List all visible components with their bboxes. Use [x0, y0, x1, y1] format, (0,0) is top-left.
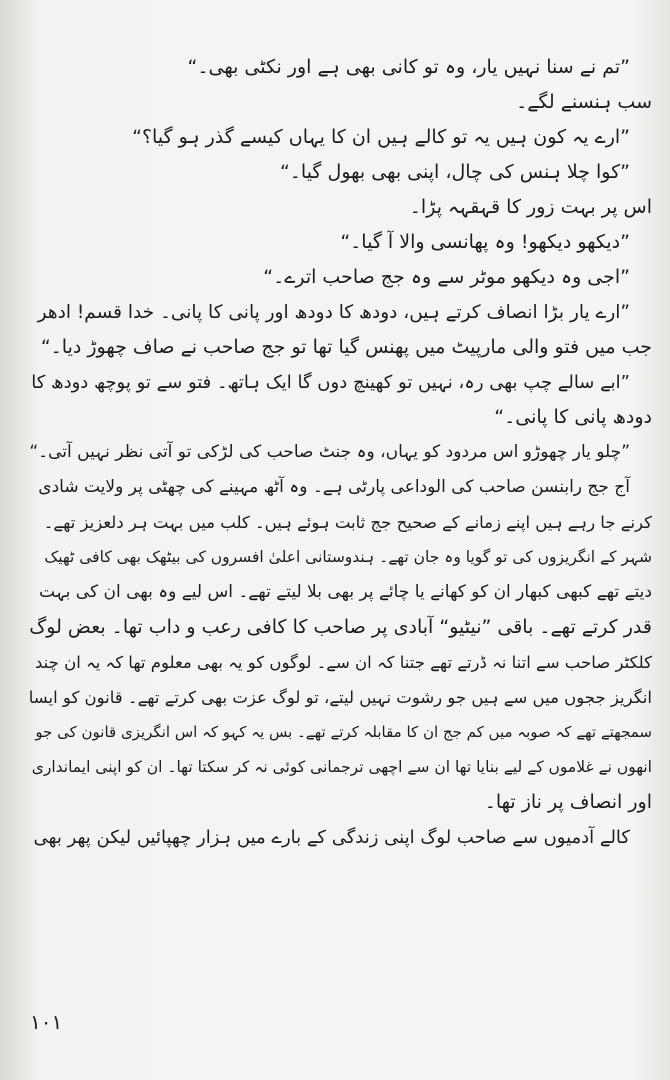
text-line: دودھ پانی کا پانی۔“: [494, 406, 652, 428]
text-line: سمجھتے تھے کہ صوبہ میں کم جج ان کا مقابلہ کرتے تھے۔ بس یہ کہو کہ اس انگریزی قانون کی جو: [35, 723, 652, 741]
text-line: ”کوا چلا ہنس کی چال، اپنی بھی بھول گیا۔“: [279, 161, 630, 183]
text-line: دیتے تھے کبھی کبھار ان کو کھانے یا چائے پر بھی بلا لیتے تھے۔ اس لیے وہ بھی ان کی بہت: [39, 582, 652, 602]
text-line: اور انصاف پر ناز تھا۔: [484, 791, 652, 813]
page-number: ۱۰۱: [30, 1010, 63, 1034]
text-line: ”ارے یہ کون ہیں یہ تو کالے ہیں ان کا یہاں کیسے گذر ہو گیا؟“: [132, 126, 630, 148]
text-line: انھوں نے غلاموں کے لیے بنایا تھا ان سے اچھی ترجمانی کوئی نہ کر سکتا تھا۔ ان کو اپنی ایمانداری: [31, 758, 652, 776]
text-line: کرنے جا رہے ہیں اپنے زمانے کے صحیح جج ثابت ہوئے ہیں۔ کلب میں بہت ہر دلعزیز تھے۔: [43, 513, 652, 532]
text-line: انگریز ججوں میں سے ہیں جو رشوت نہیں لیتے، تو لوگ عزت بھی کرتے تھے۔ قانون کو ایسا: [28, 688, 652, 707]
text-line: اس پر بہت زور کا قہقہہ پڑا۔: [409, 196, 652, 218]
text-line: قدر کرتے تھے۔ باقی ”نیٹیو“ آبادی پر صاحب کا کافی رعب و داب تھا۔ بعض لوگ: [29, 616, 652, 638]
text-line: ”ارے یار بڑا انصاف کرتے ہیں، دودھ کا دودھ اور پانی کا پانی۔ خدا قسم! ادھر: [37, 302, 630, 323]
text-line: ”ابے سالے چپ بھی رہ، نہیں تو کھینچ دوں گا ایک ہاتھ۔ فتو سے تو پوچھ دودھ کا: [31, 372, 630, 393]
text-line: آج جج رابنسن صاحب کی الوداعی پارٹی ہے۔ وہ آٹھ مہینے کی چھٹی پر ولایت شادی: [38, 477, 630, 497]
text-line: ”اجی وہ دیکھو موٹر سے وہ جج صاحب اترے۔“: [263, 266, 630, 288]
text-line: کلکٹر صاحب سے اتنا نہ ڈرتے تھے جتنا کہ ان سے۔ لوگوں کو یہ بھی معلوم تھا کہ یہ ان چند: [35, 653, 652, 672]
text-line: جب میں فتو والی مارپیٹ میں پھنس گیا تھا تو جج صاحب نے صاف چھوڑ دیا۔“: [40, 336, 652, 358]
text-line: کالے آدمیوں سے صاحب لوگ اپنی زندگی کے بارے میں ہزار چھپائیں لیکن پھر بھی: [33, 827, 630, 848]
text-line: ”چلو یار چھوڑو اس مردود کو یہاں، وہ جنٹ صاحب کی لڑکی تو آتی نظر نہیں آتی۔“: [29, 442, 630, 462]
text-line: ”تم نے سنا نہیں یار، وہ تو کانی بھی ہے اور نکٹی بھی۔“: [187, 56, 630, 78]
text-line: شہر کے انگریزوں کی تو گویا وہ جان تھے۔ ہندوستانی اعلیٰ افسروں کی بیٹھک بھی کافی ٹھیک: [44, 548, 652, 566]
text-line: سب ہنسنے لگے۔: [516, 91, 652, 113]
page-text: [26, 50, 652, 855]
text-line: ”دیکھو دیکھو! وہ پھانسی والا آ گیا۔“: [340, 231, 630, 253]
